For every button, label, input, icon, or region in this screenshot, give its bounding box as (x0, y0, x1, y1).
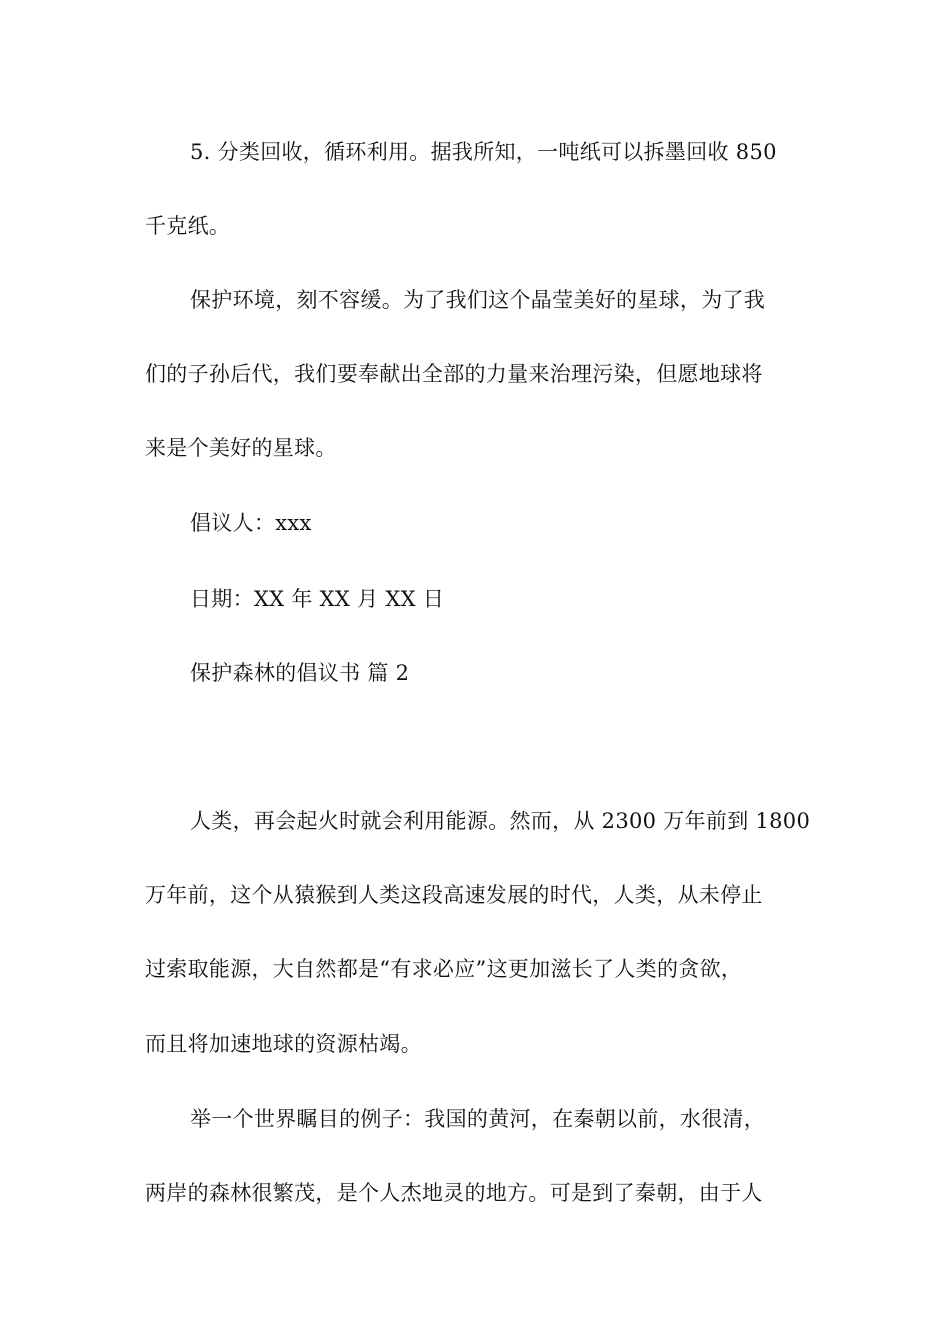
paragraph-line-7: 万年前，这个从猿猴到人类这段高速发展的时代，人类，从未停止 (145, 883, 763, 907)
paragraph-line-3: 保护环境，刻不容缓。为了我们这个晶莹美好的星球，为了我 (190, 288, 766, 312)
paragraph-line-5: 来是个美好的星球。 (145, 436, 337, 460)
proposer-line: 倡议人：xxx (190, 511, 312, 535)
paragraph-line-10: 举一个世界瞩目的例子：我国的黄河，在秦朝以前，水很清， (190, 1107, 766, 1131)
paragraph-line-11: 两岸的森林很繁茂，是个人杰地灵的地方。可是到了秦朝，由于人 (145, 1181, 763, 1205)
paragraph-line-6: 人类，再会起火时就会利用能源。然而，从 2300 万年前到 1800 (190, 809, 811, 833)
paragraph-line-2: 千克纸。 (145, 214, 231, 238)
date-line: 日期：XX 年 XX 月 XX 日 (190, 587, 445, 611)
paragraph-line-1: 5. 分类回收，循环利用。据我所知，一吨纸可以拆墨回收 850 (190, 140, 777, 164)
paragraph-line-8: 过索取能源，大自然都是“有求必应”这更加滋长了人类的贪欲， (145, 957, 743, 981)
paragraph-line-4: 们的子孙后代，我们要奉献出全部的力量来治理污染，但愿地球将 (145, 362, 763, 386)
paragraph-line-9: 而且将加速地球的资源枯竭。 (145, 1032, 422, 1056)
section-heading: 保护森林的倡议书 篇 2 (190, 661, 410, 685)
